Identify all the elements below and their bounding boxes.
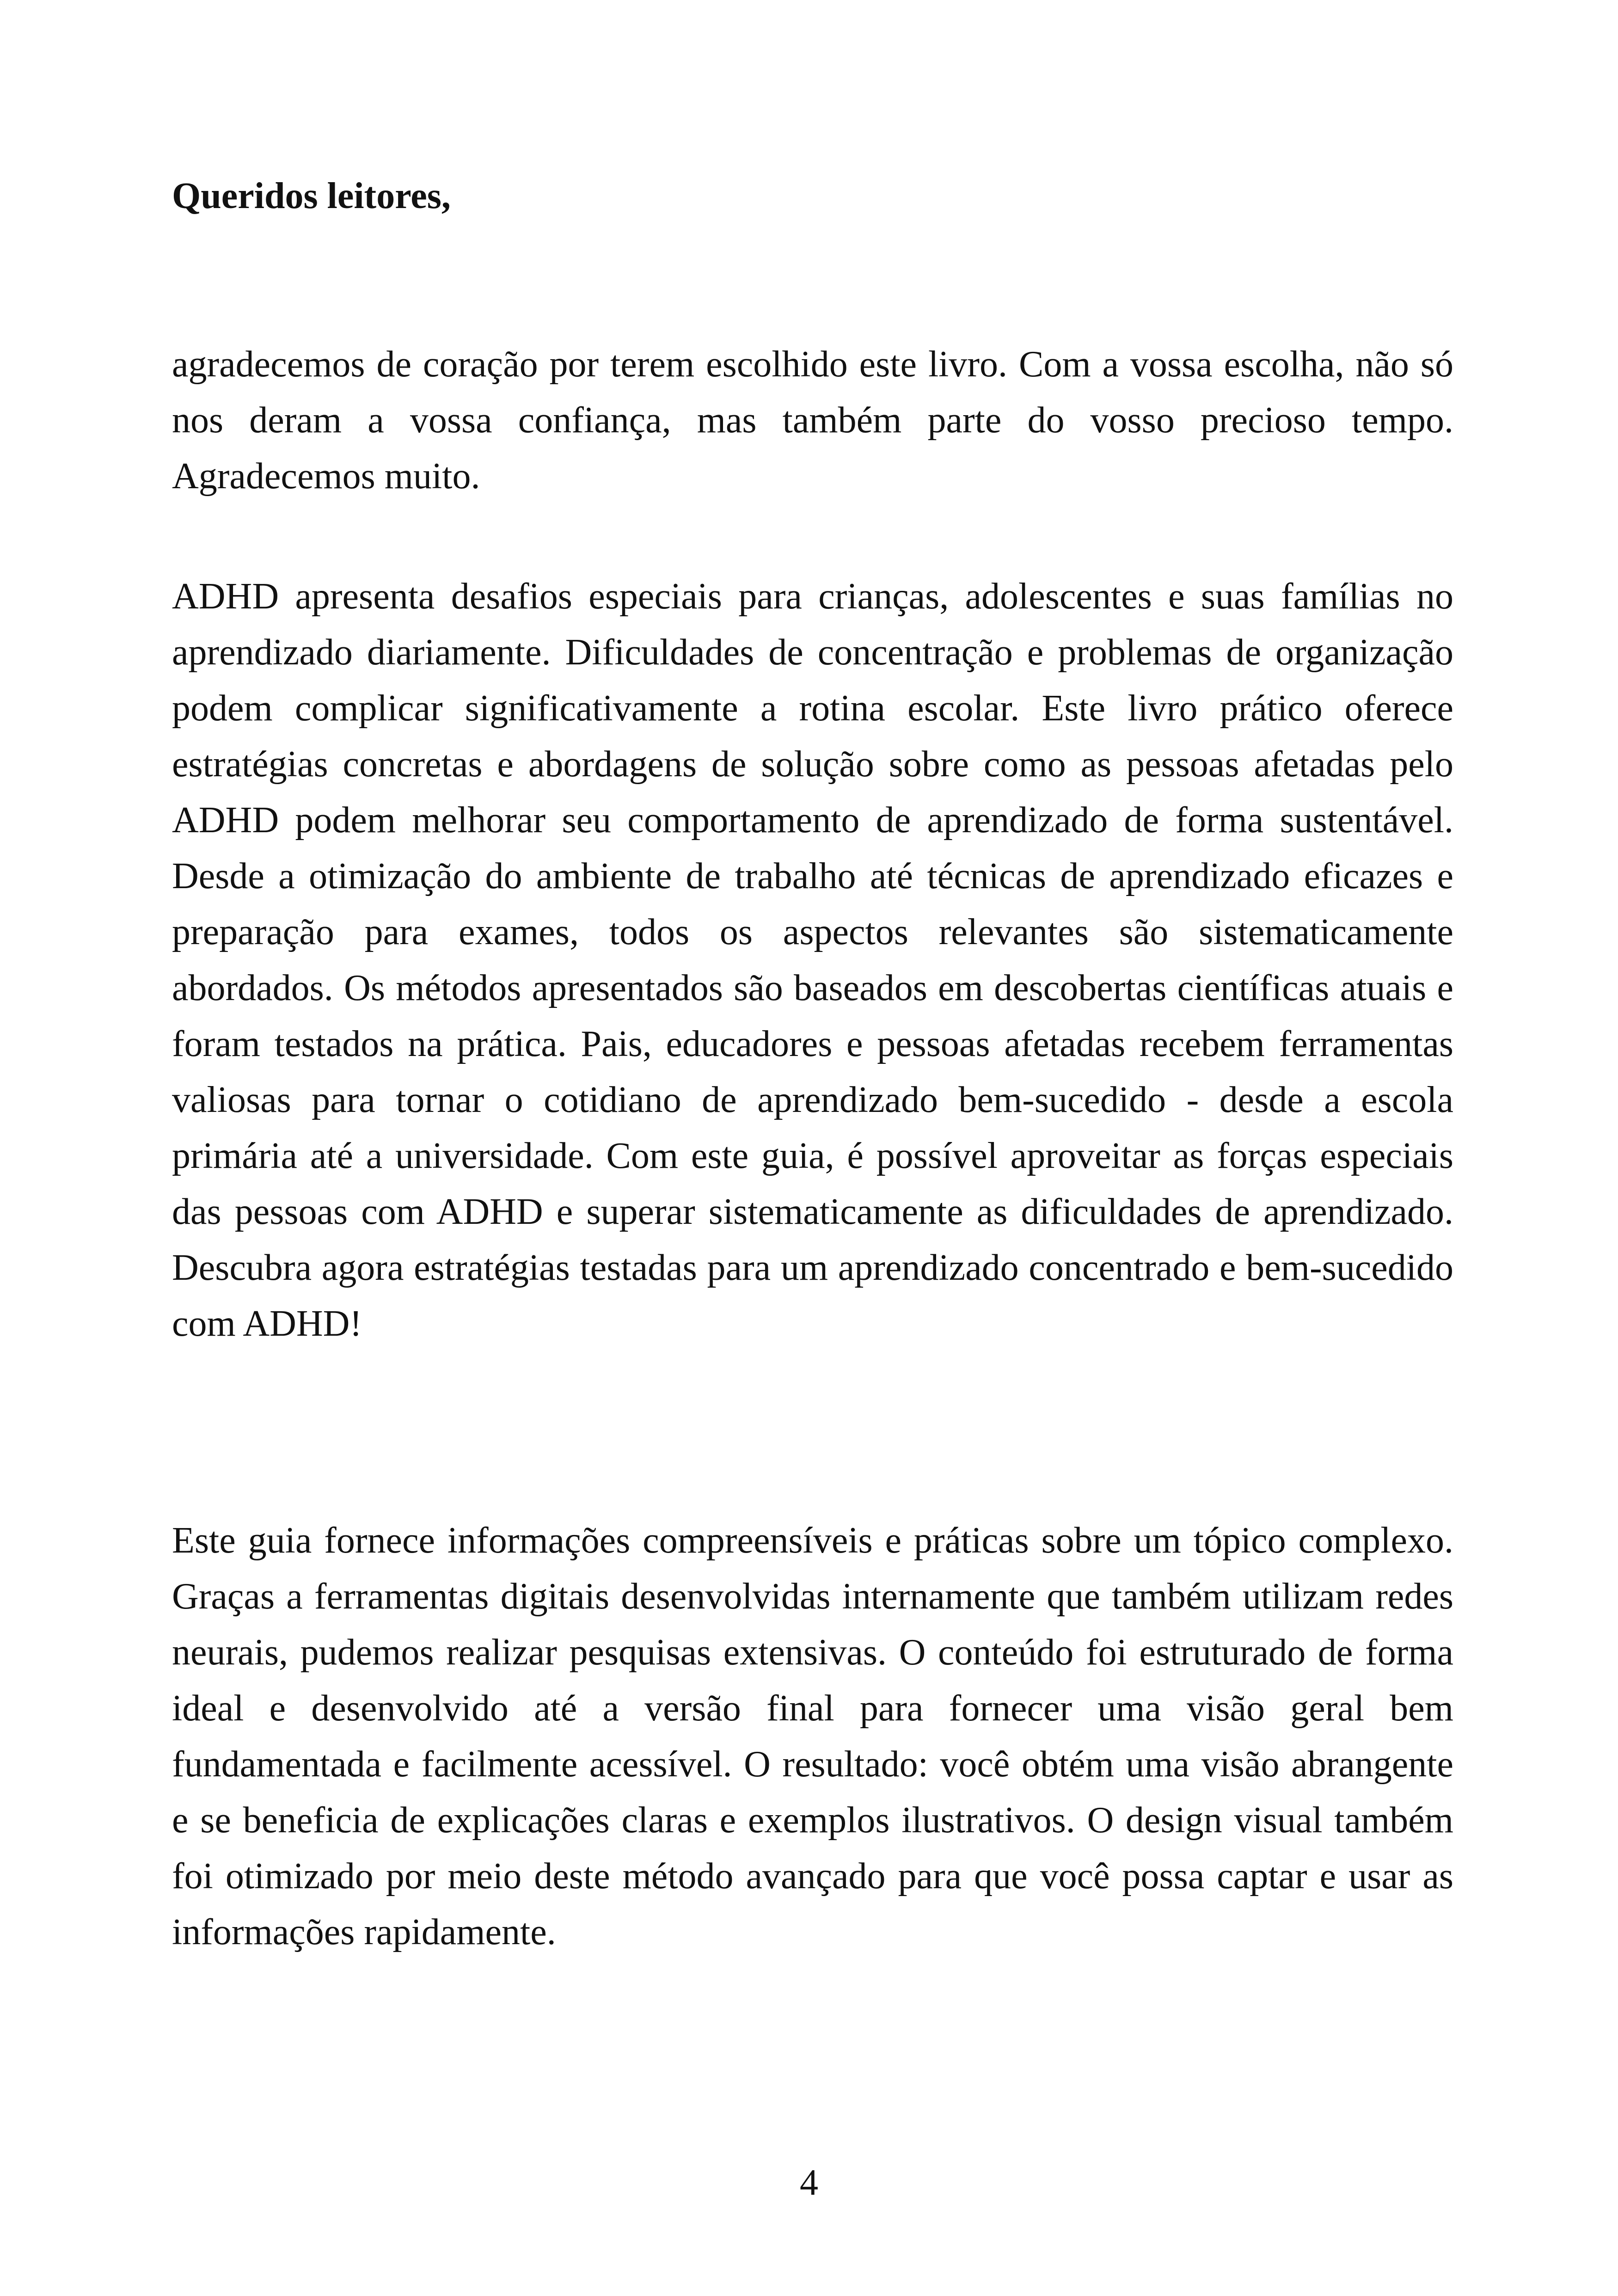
- paragraph-adhd-overview: ADHD apresenta desafios especiais para crianças, adolescentes e suas famílias no aprendizado diariamente. Dificuldades de concentração e problemas de organização podem complicar significativamente a rotina escolar. Este livro prático oferece estratégias concretas e abordagens de solução sobre como as pessoas afetadas pelo ADHD podem melhorar seu comportamento de aprendizado de forma sustentável. Desde a otimização do ambiente de trabalho até técnicas de aprendizado eficazes e preparação para exames, todos os aspectos relevantes são sistematicamente abordados. Os métodos apresentados são baseados em descobertas científicas atuais e foram testados na prática. Pais, educadores e pessoas afetadas recebem ferramentas valiosas para tornar o cotidiano de aprendizado bem-sucedido - desde a escola primária até a universidade. Com este guia, é possível aproveitar as forças especiais das pessoas com ADHD e superar sistematicamente as dificuldades de aprendizado. Descubra agora estratégias testadas para um aprendizado concentrado e bem-sucedido com ADHD!: [172, 576, 1453, 1344]
- paragraph-guide-method: Este guia fornece informações compreensíveis e práticas sobre um tópico complexo. Graças a ferramentas digitais desenvolvidas internamente que também utilizam redes neurais, pudemos realizar pesquisas extensivas. O conteúdo foi estruturado de forma ideal e desenvolvido até a versão final para fornecer uma visão geral bem fundamentada e facilmente acessível. O resultado: você obtém uma visão abrangente e se beneficia de explicações claras e exemplos ilustrativos. O design visual também foi otimizado por meio deste método avançado para que você possa captar e usar as informações rapidamente.: [172, 1520, 1453, 1952]
- greeting-heading: Queridos leitores,: [172, 176, 451, 216]
- page-number: 4: [800, 2162, 818, 2203]
- paragraph-thanks: agradecemos de coração por terem escolhido este livro. Com a vossa escolha, não só nos deram a vossa confiança, mas também parte do vosso precioso tempo. Agradecemos muito.: [172, 344, 1453, 497]
